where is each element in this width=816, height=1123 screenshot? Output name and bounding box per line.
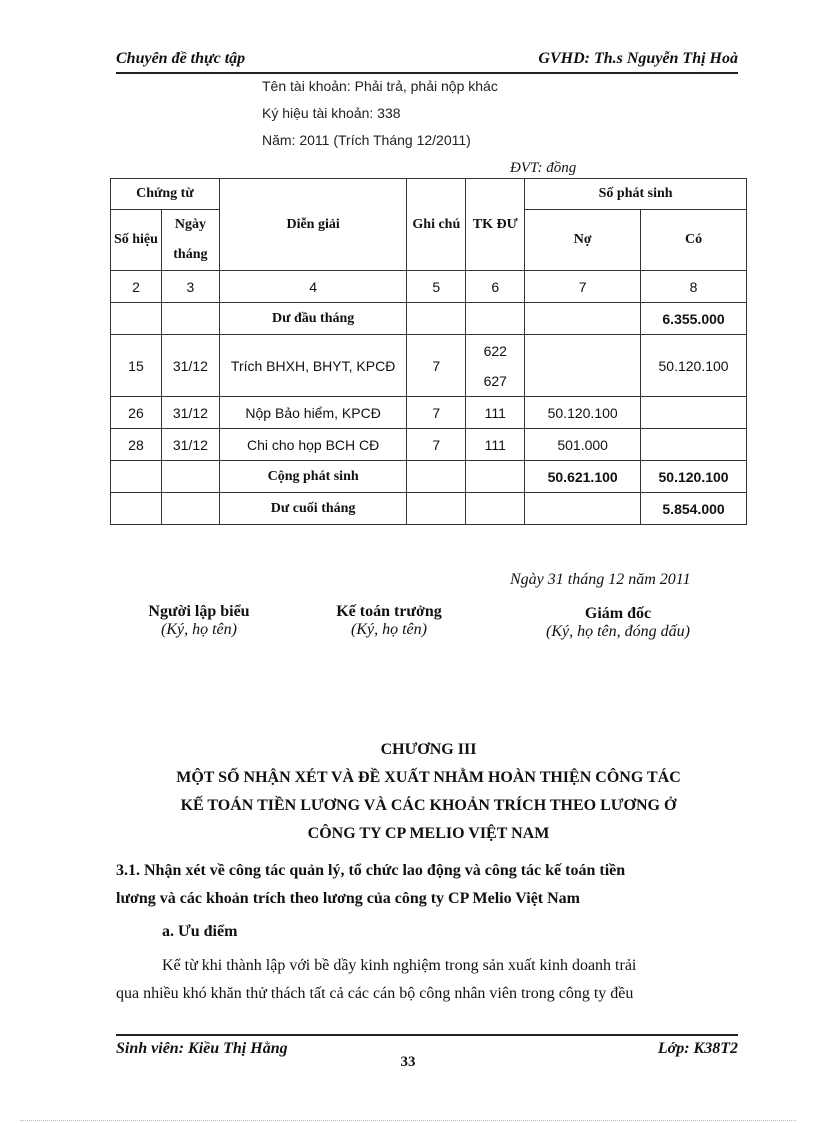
header-no: Nợ [525, 210, 641, 271]
signature-director [520, 605, 716, 641]
header-chung-tu: Chứng từ [111, 179, 220, 210]
opening-co: 6.355.000 [641, 303, 747, 335]
subsection-heading: a. Ưu điểm [162, 923, 238, 940]
signature-title: Kế toán trưởng [336, 603, 442, 620]
row-co: 50.120.100 [641, 335, 747, 397]
total-row [111, 461, 747, 493]
row-ghi-chu: 7 [407, 335, 466, 397]
row-co [641, 429, 747, 461]
opening-balance-row [111, 303, 747, 335]
header-so-phat-sinh: Số phát sinh [525, 179, 747, 210]
total-co: 50.120.100 [641, 461, 747, 493]
table-row [111, 429, 747, 461]
header-left: Chuyên đề thực tập [116, 50, 246, 67]
opening-label: Dư đầu tháng [219, 303, 407, 335]
total-no: 50.621.100 [525, 461, 641, 493]
header-right: GVHD: Th.s Nguyễn Thị Hoà [538, 50, 738, 67]
account-name: Tên tài khoản: Phải trả, phải nộp khác [262, 78, 498, 94]
header-ghi-chu: Ghi chú [407, 179, 466, 271]
account-year: Năm: 2011 (Trích Tháng 12/2011) [262, 132, 471, 148]
account-code: Ký hiệu tài khoản: 338 [262, 105, 401, 121]
row-no: 501.000 [525, 429, 641, 461]
signature-preparer [126, 603, 272, 639]
section-heading-line1: 3.1. Nhận xét về công tác quản lý, tổ chức lao động và công tác kế toán tiền [116, 862, 626, 879]
date-line: Ngày 31 tháng 12 năm 2011 [510, 571, 691, 588]
signature-chief-accountant [314, 603, 464, 639]
total-label: Cộng phát sinh [219, 461, 407, 493]
col-number: 4 [219, 271, 407, 303]
table-row [111, 397, 747, 429]
section-heading-line2: lương và các khoản trích theo lương của công ty CP Melio Việt Nam [116, 890, 581, 907]
header-dien-giai: Diễn giải [219, 179, 407, 271]
row-dien-giai: Nộp Bảo hiểm, KPCĐ [219, 397, 407, 429]
header-ngay-thang: Ngày tháng [161, 210, 219, 271]
row-ngay: 31/12 [161, 397, 219, 429]
row-so: 28 [111, 429, 162, 461]
signature-sub: (Ký, họ tên) [161, 621, 237, 638]
col-number: 8 [641, 271, 747, 303]
page-number: 33 [400, 1054, 416, 1070]
row-tk: 111 [466, 397, 525, 429]
row-so: 26 [111, 397, 162, 429]
row-ghi-chu: 7 [407, 429, 466, 461]
chapter-title-line3: CÔNG TY CP MELIO VIỆT NAM [307, 825, 550, 842]
signature-title: Giám đốc [584, 605, 652, 622]
chapter-title-line1: MỘT SỐ NHẬN XÉT VÀ ĐỀ XUẤT NHẰM HOÀN THIỆN CÔNG TÁC [176, 769, 681, 786]
row-so: 15 [111, 335, 162, 397]
row-tk: 622 627 [466, 335, 525, 397]
table-row [111, 335, 747, 397]
page-edge-divider [20, 1120, 796, 1121]
chapter-number: CHƯƠNG III [380, 741, 477, 758]
page-header [116, 50, 738, 74]
row-ghi-chu: 7 [407, 397, 466, 429]
closing-balance-row [111, 493, 747, 525]
closing-co: 5.854.000 [641, 493, 747, 525]
row-dien-giai: Chi cho họp BCH CĐ [219, 429, 407, 461]
row-ngay: 31/12 [161, 429, 219, 461]
header-so-hieu: Số hiệu [111, 210, 162, 271]
col-number: 5 [407, 271, 466, 303]
column-number-row [111, 271, 747, 303]
row-ngay: 31/12 [161, 335, 219, 397]
header-co: Có [641, 210, 747, 271]
col-number: 3 [161, 271, 219, 303]
signature-sub: (Ký, họ tên) [351, 621, 427, 638]
col-number: 7 [525, 271, 641, 303]
ledger-table [110, 178, 747, 525]
header-tk-du: TK ĐƯ [466, 179, 525, 271]
currency-unit: ĐVT: đồng [510, 160, 577, 176]
footer-right: Lớp: K38T2 [657, 1040, 738, 1057]
col-number: 2 [111, 271, 162, 303]
signature-title: Người lập biểu [148, 603, 250, 620]
closing-label: Dư cuối tháng [219, 493, 407, 525]
chapter-title-line2: KẾ TOÁN TIỀN LƯƠNG VÀ CÁC KHOẢN TRÍCH THEO LƯƠNG Ở [180, 797, 677, 814]
row-co [641, 397, 747, 429]
row-tk: 111 [466, 429, 525, 461]
col-number: 6 [466, 271, 525, 303]
body-line2: qua nhiều khó khăn thử thách tất cả các cán bộ công nhân viên trong công ty đều [116, 985, 634, 1002]
row-dien-giai: Trích BHXH, BHYT, KPCĐ [219, 335, 407, 397]
footer-left: Sinh viên: Kiều Thị Hằng [116, 1040, 288, 1057]
row-no [525, 335, 641, 397]
signature-sub: (Ký, họ tên, đóng dấu) [546, 623, 690, 640]
row-no: 50.120.100 [525, 397, 641, 429]
body-line1: Kể từ khi thành lập với bề dầy kinh nghiệm trong sản xuất kinh doanh trải [162, 957, 637, 974]
